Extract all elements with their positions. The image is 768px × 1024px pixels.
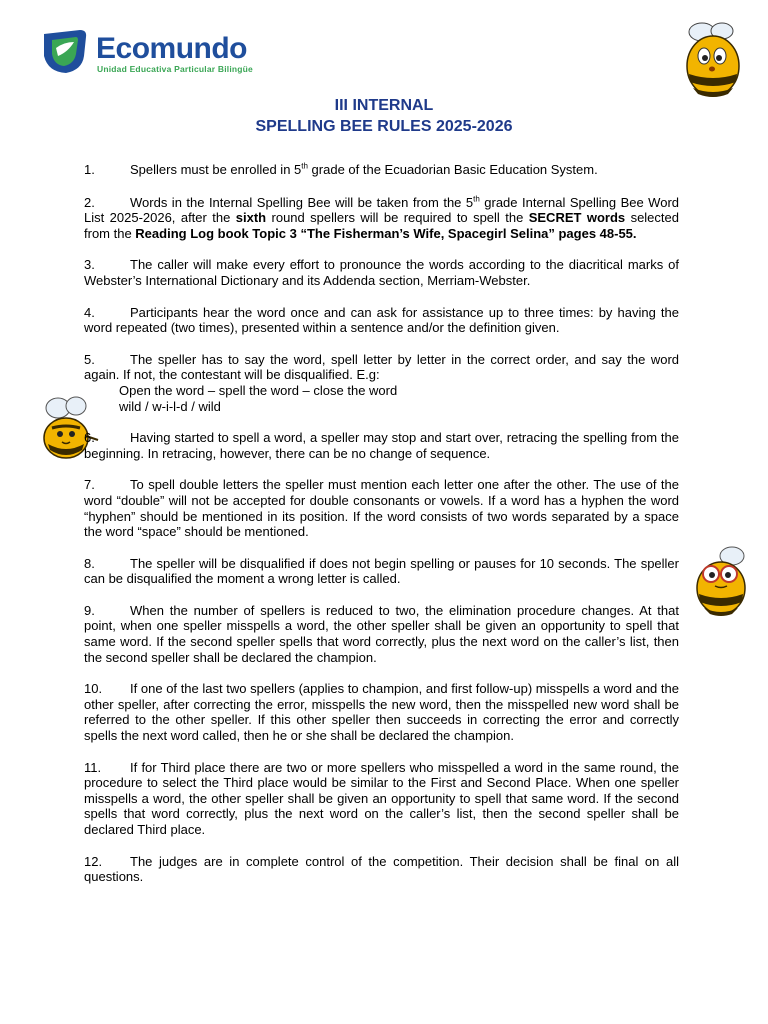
rule-text: When the number of spellers is reduced to two, the elimination procedure changes. At that point, when one speller misspells a word, the other speller shall be given an opportunity to spell that same word. If the second speller spells that word correctly, plus the next word on the caller’s list, then the second speller shall be declared the champion. — [84, 602, 679, 665]
rule-number: 11. — [84, 759, 102, 775]
rule-number: 5. — [84, 351, 95, 367]
title-line-1: III INTERNAL — [334, 97, 434, 114]
rule-number: 7. — [84, 477, 95, 493]
rule-text: selected from the — [84, 210, 679, 241]
rule-number: 9. — [84, 602, 95, 618]
rule-text: Having started to spell a word, a speller may stop and start over, retracing the spelling from the beginning. In retracing, however, there can be no change of sequence. — [84, 430, 679, 461]
rule-bold-text: sixth — [235, 210, 267, 226]
rule-text: To spell double letters the speller must mention each letter one after the other. The use of the word “double” will not be accepted for double consonants or vowels. If a word has a hyphen the word “hyphen” should be mentioned in its position. If the word consists of two words separated by a space the word “space” should be mentioned. — [84, 477, 679, 540]
logo-name: Ecomundo — [96, 32, 247, 65]
rule-item — [84, 681, 679, 743]
rule-text: The judges are in complete control of the competition. Their decision shall be final on all questions. — [84, 853, 679, 885]
rule-bold-text: SECRET words — [528, 210, 626, 226]
ecomundo-logo — [40, 26, 280, 78]
rule-number: 3. — [84, 257, 95, 273]
superscript: th — [301, 161, 308, 171]
rule-item — [84, 477, 679, 539]
bee-with-glasses-icon — [688, 544, 754, 618]
rule-number: 12. — [84, 853, 103, 869]
rule-number: 4. — [84, 304, 95, 320]
rule-text: grade of the Ecuadorian Basic Education System. — [307, 162, 598, 177]
rule-item — [84, 603, 679, 665]
rule-bold-text: Reading Log book Topic 3 “The Fisherman’s Wife, Spacegirl Selina” pages 48-55. — [135, 225, 637, 241]
superscript: th — [473, 194, 480, 204]
example-line: wild / w-i-l-d / wild — [119, 398, 221, 414]
rule-text: The speller has to say the word, spell letter by letter in the correct order, and say the word again. If not, the contestant will be disqualified. E.g: — [84, 351, 679, 383]
rule-item — [84, 305, 679, 336]
rule-item — [84, 162, 679, 178]
rule-text: Participants hear the word once and can ask for assistance up to three times: by having the word repeated (two times), presented within a sentence and/or the definition given. — [84, 304, 679, 336]
rule-item — [84, 556, 679, 587]
bee-icon — [680, 22, 746, 102]
rule-text: If one of the last two spellers (applies to champion, and first follow-up) misspells a word and the other speller, after correcting the error, misspells the new word, then the misspelled new word shall be referred to the other speller. If this other speller then succeeds in correcting the error and correctly spells the next word called, then he or she shall be declared the champion. — [84, 681, 679, 744]
rule-text: The speller will be disqualified if does not begin spelling or pauses for 10 seconds. The speller can be disqualified the moment a wrong letter is called. — [84, 555, 679, 587]
rule-number: 8. — [84, 555, 95, 571]
rule-item — [84, 195, 679, 242]
rule-item — [84, 430, 679, 461]
rule-number: 6. — [84, 430, 95, 446]
rule-text: If for Third place there are two or more spellers who misspelled a word in the same round, the procedure to select the Third place would be similar to the First and Second Place. When one speller misspells a word, the other speller shall be given an opportunity to spell that same word. If the second spells that word correctly, plus the next word on the caller’s list, then the second speller shall be declared Third place. — [84, 759, 679, 837]
title-line-2: SPELLING BEE RULES 2025-2026 — [255, 118, 513, 135]
rule-text: Words in the Internal Spelling Bee will be taken from the 5 — [130, 194, 474, 210]
rule-text: Spellers must be enrolled in 5 — [130, 162, 302, 177]
rule-number: 10. — [84, 681, 103, 697]
rule-number: 1. — [84, 162, 95, 177]
rule-text: round spellers will be required to spell the — [266, 210, 529, 226]
rule-text: The caller will make every effort to pronounce the words according to the diacritical marks of Webster’s International Dictionary and its Addenda section, Merriam-Webster. — [84, 257, 679, 288]
rule-item — [84, 257, 679, 288]
rule-text: grade Internal Spelling Bee Word List 2025-2026, after the — [84, 194, 679, 226]
rule-item — [84, 352, 679, 383]
rule-number: 2. — [84, 194, 95, 210]
rule-item — [84, 760, 679, 838]
example-line: Open the word – spell the word – close the word — [119, 382, 398, 398]
rules-list — [84, 162, 679, 885]
logo-tagline: Unidad Educativa Particular Bilingüe — [97, 64, 253, 74]
rule-item — [84, 854, 679, 885]
ecomundo-leaf-logo-icon — [40, 26, 90, 76]
